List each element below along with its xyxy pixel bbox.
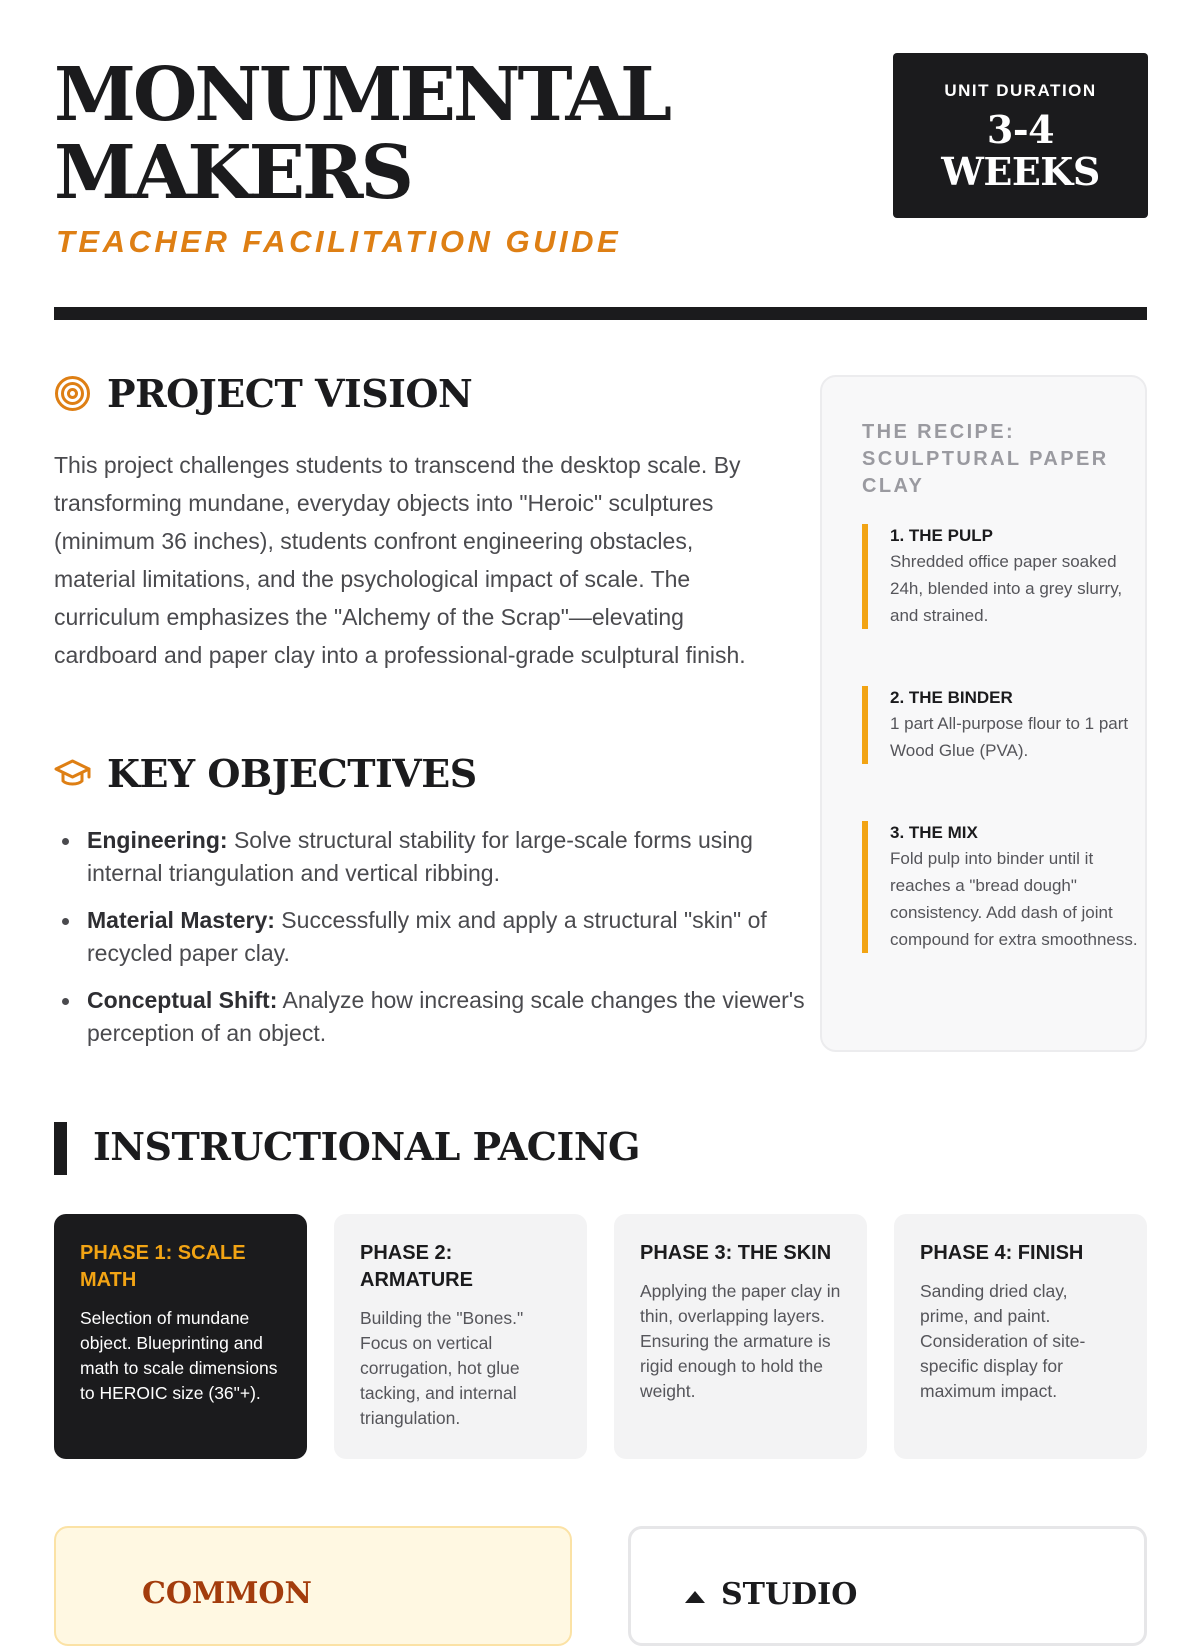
step-text: Shredded office paper soaked 24h, blended into a grey slurry, and strained. (890, 552, 1123, 625)
list-item (87, 904, 807, 970)
title-line-1: MONUMENTAL (54, 52, 669, 138)
section-title: KEY OBJECTIVES (107, 751, 477, 796)
common-card (54, 1526, 572, 1646)
phase-text: Building the "Bones." Focus on vertical corrugation, hot glue tacking, and internal triangulation. (360, 1308, 524, 1428)
step-title: 3. THE MIX (890, 823, 978, 842)
phase-card-1 (54, 1214, 307, 1459)
key-objectives-heading (54, 751, 477, 796)
pacing-accent-bar (54, 1122, 67, 1175)
unit-duration-badge (893, 53, 1148, 218)
header-divider (54, 307, 1147, 320)
phase-text: Selection of mundane object. Blueprinting and math to scale dimensions to HEROIC size (36"+). (80, 1308, 278, 1403)
studio-card-title: STUDIO (721, 1577, 858, 1612)
recipe-card (820, 375, 1147, 1052)
duration-value-line-2: WEEKS (941, 149, 1100, 194)
objective-label: Conceptual Shift: (87, 987, 278, 1013)
phase-title: PHASE 3: THE SKIN (640, 1242, 832, 1264)
instructional-pacing-heading: INSTRUCTIONAL PACING (93, 1124, 641, 1169)
duration-label: UNIT DURATION (944, 81, 1097, 100)
phase-title: PHASE 1: SCALE MATH (80, 1242, 246, 1291)
objective-label: Material Mastery: (87, 907, 275, 933)
phase-card-4 (894, 1214, 1147, 1459)
objective-text: Solve structural stability for large-scale forms using internal triangulation and vertical ribbing. (87, 827, 753, 886)
objectives-list (54, 824, 807, 1064)
recipe-title: THE RECIPE: SCULPTURAL PAPER CLAY (862, 421, 1109, 497)
phase-title: PHASE 4: FINISH (920, 1242, 1084, 1264)
recipe-step-mix (862, 821, 1140, 953)
objective-text: Successfully mix and apply a structural "skin" of recycled paper clay. (87, 907, 767, 966)
project-vision-text: This project challenges students to transcend the desktop scale. By transforming mundane, everyday objects into "Heroic" sculptures (minimum 36 inches), students confront engineering obstacles, material limitations, and the psychological impact of scale. The curriculum emphasizes the "Alchemy of the Scrap"—elevating cardboard and paper clay into a professional-grade sculptural finish. (54, 452, 746, 668)
recipe-step-binder (862, 686, 1140, 764)
objective-label: Engineering: (87, 827, 228, 853)
studio-icon (683, 1589, 707, 1614)
title-line-2: MAKERS (54, 130, 411, 216)
step-title: 1. THE PULP (890, 526, 993, 545)
section-title: PROJECT VISION (107, 371, 473, 416)
step-text: Fold pulp into binder until it reaches a "bread dough" consistency. Add dash of joint compound for extra smoothness. (890, 849, 1138, 949)
duration-value (893, 109, 1148, 193)
duration-value-line-1: 3-4 (986, 107, 1055, 152)
step-title: 2. THE BINDER (890, 688, 1013, 707)
step-text: 1 part All-purpose flour to 1 part Wood Glue (PVA). (890, 714, 1129, 760)
phase-text: Applying the paper clay in thin, overlapping layers. Ensuring the armature is rigid enough to hold the weight. (640, 1281, 841, 1401)
target-icon (54, 375, 91, 412)
list-item (87, 824, 807, 890)
phase-text: Sanding dried clay, prime, and paint. Consideration of site-specific display for maximum impact. (920, 1281, 1086, 1401)
objective-text: Analyze how increasing scale changes the viewer's perception of an object. (87, 987, 805, 1046)
common-card-title: COMMON (142, 1576, 312, 1611)
phase-title: PHASE 2: ARMATURE (360, 1242, 473, 1291)
guide-page (54, 0, 1147, 1612)
recipe-step-pulp (862, 524, 1140, 629)
graduation-cap-icon (54, 755, 91, 792)
page-title (54, 52, 814, 216)
project-vision-heading (54, 371, 472, 416)
phase-card-3 (614, 1214, 867, 1459)
page-subtitle: TEACHER FACILITATION GUIDE (56, 224, 622, 259)
studio-card (628, 1526, 1147, 1646)
phase-card-2 (334, 1214, 587, 1459)
list-item (87, 984, 807, 1050)
